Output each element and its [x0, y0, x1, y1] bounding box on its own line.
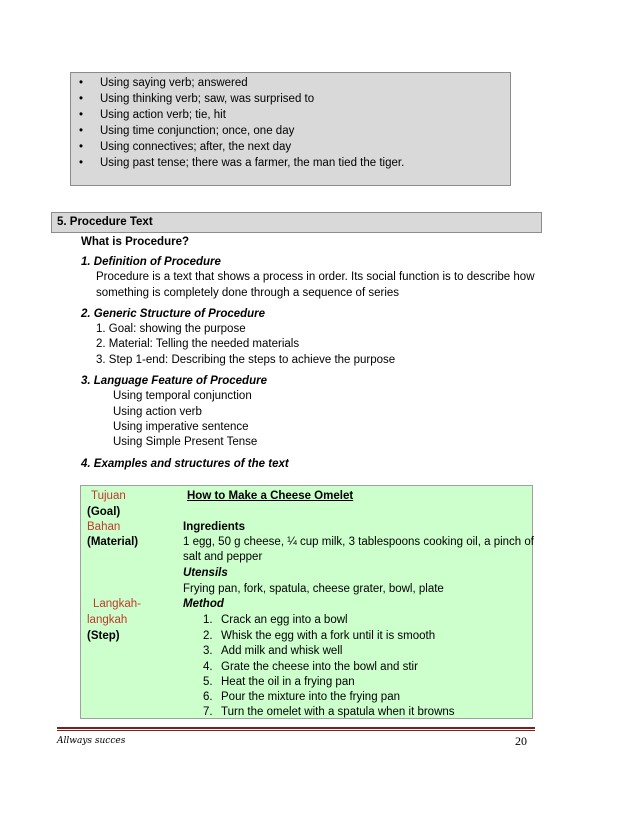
goal-label: Tujuan [91, 490, 126, 502]
language-feature-line: Using imperative sentence [113, 421, 249, 433]
step-label-en: (Step) [87, 630, 120, 642]
example-table [80, 485, 533, 719]
step-label: Langkah- [93, 598, 141, 610]
method-step-number: 5. [203, 676, 213, 688]
method-step: Pour the mixture into the frying pan [221, 691, 400, 703]
bullet-icon: • [79, 109, 84, 121]
method-step: Add milk and whisk well [221, 645, 343, 657]
goal-label-en: (Goal) [87, 506, 121, 518]
generic-structure-heading: 2. Generic Structure of Procedure [81, 308, 266, 320]
section-title: 5. Procedure Text [51, 212, 542, 233]
method-step-number: 4. [203, 661, 213, 673]
method-step-number: 3. [203, 645, 213, 657]
language-feature-line: Using action verb [113, 406, 202, 418]
footer-rule [57, 727, 535, 729]
language-feature-heading: 3. Language Feature of Procedure [81, 375, 267, 387]
method-step-number: 2. [203, 630, 213, 642]
utensils-heading: Utensils [183, 567, 228, 579]
bullet-icon: • [79, 141, 84, 153]
examples-heading: 4. Examples and structures of the text [81, 458, 289, 470]
bullet-icon: • [79, 93, 84, 105]
footer-rule [57, 730, 535, 731]
definition-text-line: Procedure is a text that shows a process in order. Its social function is to describe how [96, 271, 535, 283]
ingredients-line: 1 egg, 50 g cheese, ¼ cup milk, 3 tablespoons cooking oil, a pinch of [183, 536, 534, 548]
definition-heading: 1. Definition of Procedure [81, 256, 221, 268]
definition-text-line: something is completely done through a sequence of series [96, 287, 400, 299]
recipe-title: How to Make a Cheese Omelet [187, 490, 354, 502]
method-step-number: 7. [203, 706, 213, 718]
generic-structure-line: 2. Material: Telling the needed materials [96, 338, 300, 350]
bullet-box: • Using saying verb; answered • Using thinking verb; saw, was surprised to • Using action verb; tie, hit • Using time conjunction; once, one day • Using connectives; after, the next day • Using past tense; there was a farmer, the man tied the tiger. [70, 72, 511, 186]
method-step: Heat the oil in a frying pan [221, 676, 355, 688]
utensils-line: Frying pan, fork, spatula, cheese grater, bowl, plate [183, 583, 444, 595]
section-subtitle: What is Procedure? [81, 236, 189, 248]
method-step: Grate the cheese into the bowl and stir [221, 661, 418, 673]
material-label: Bahan [87, 521, 121, 533]
footer-text: Allways succes [57, 736, 126, 746]
bullet-icon: • [79, 77, 84, 89]
language-feature-line: Using temporal conjunction [113, 390, 252, 402]
ingredients-line: salt and pepper [183, 551, 263, 563]
step-label: langkah [87, 614, 128, 626]
method-step: Turn the omelet with a spatula when it browns [221, 706, 455, 718]
method-heading: Method [183, 598, 224, 610]
method-step: Whisk the egg with a fork until it is smooth [221, 630, 436, 642]
method-step-number: 1. [203, 614, 213, 626]
bullet-icon: • [79, 125, 84, 137]
ingredients-heading: Ingredients [183, 521, 245, 533]
generic-structure-line: 3. Step 1-end: Describing the steps to achieve the purpose [96, 354, 396, 366]
method-step: Crack an egg into a bowl [221, 614, 348, 626]
generic-structure-line: 1. Goal: showing the purpose [96, 323, 246, 335]
method-step-number: 6. [203, 691, 213, 703]
material-label-en: (Material) [87, 536, 139, 548]
page-number: 20 [515, 734, 527, 748]
bullet-icon: • [79, 157, 84, 169]
language-feature-line: Using Simple Present Tense [113, 436, 258, 448]
